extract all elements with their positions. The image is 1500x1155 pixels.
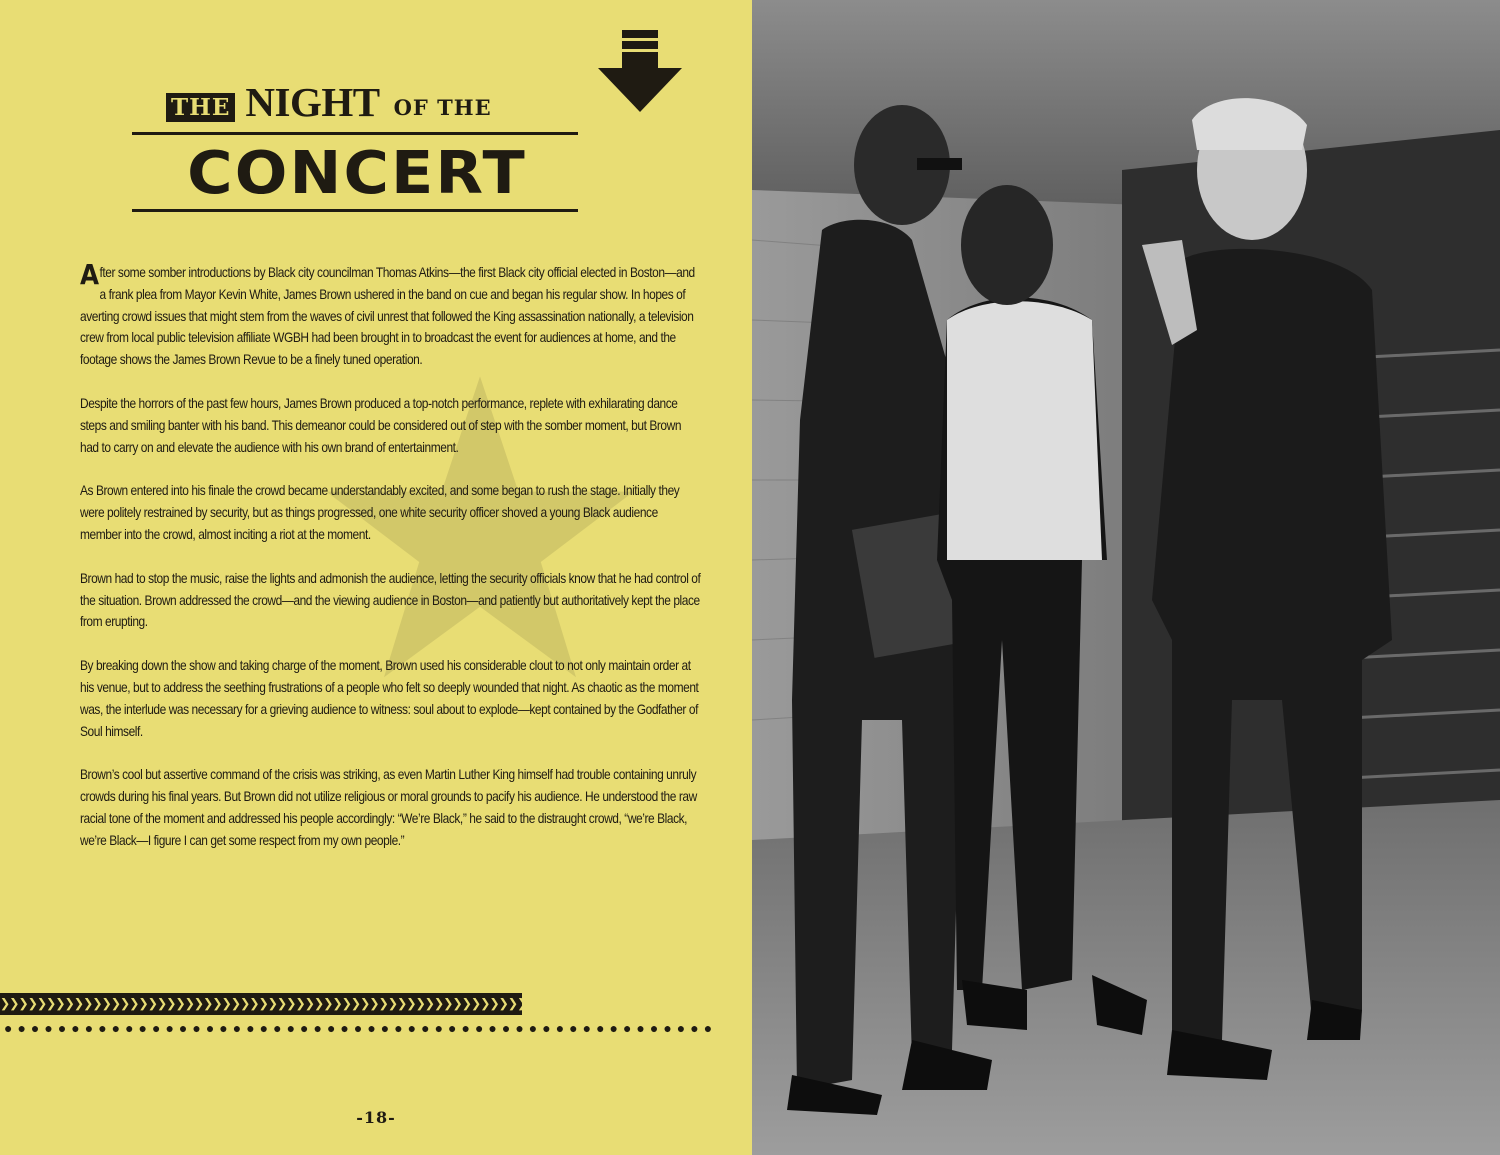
chevron-ornament: ❯❯❯❯❯❯❯❯❯❯❯❯❯❯❯❯❯❯❯❯❯❯❯❯❯❯❯❯❯❯❯❯❯❯❯❯❯❯❯❯❯❯❯❯❯❯❯❯❯❯❯❯❯❯❯❯❯❯❯❯ [0, 994, 555, 1014]
paragraph-4: Brown had to stop the music, raise the lights and admonish the audience, letting the security officials know that he had control of the situation. Brown addressed the crowd—and the viewing audience in Boston—and patiently but authoritatively kept the place from erupting. [80, 570, 701, 630]
page-title [132, 80, 582, 220]
title-word-of-the: OF THE [393, 95, 492, 120]
down-arrow-icon [598, 30, 682, 112]
article-body [80, 258, 701, 874]
title-word-concert: CONCERT [187, 138, 527, 207]
paragraph-5: By breaking down the show and taking charge of the moment, Brown used his considerable clout to not only maintain order at his venue, but to address the seething frustrations of a people who felt so deeply wounded that night. As chaotic as the moment was, the interlude was necessary for a grieving audience to witness: soul about to explode—kept contained by the Godfather of Soul himself. [80, 658, 699, 739]
drop-cap: A [80, 258, 99, 291]
paragraph-6: Brown’s cool but assertive command of the crisis was striking, as even Martin Luther King himself had trouble containing unruly crowds during his final years. But Brown did not utilize religious or moral grounds to pacify his audience. He understood the raw racial tone of the moment and addressed his people accordingly: “We’re Black,” he said to the distraught crowd, “we’re Black, we’re Black—I figure I can get some respect from my own people.” [80, 767, 697, 848]
page-number: -18- [356, 1108, 396, 1127]
paragraph-2: Despite the horrors of the past few hours, James Brown produced a top-notch performance, replete with exhilarating dance steps and smiling banter with his band. This demeanor could be considered out of step with the somber moment, but Brown had to carry on and elevate the audience with his own brand of entertainment. [80, 395, 682, 455]
title-word-night: NIGHT [245, 79, 380, 125]
paragraph-1 [80, 258, 700, 371]
title-top-row [166, 79, 492, 125]
photo-illustration [752, 0, 1500, 1155]
title-rule-bottom [132, 209, 578, 212]
photo [752, 0, 1500, 1155]
paragraph-1-text: fter some somber introductions by Black city councilman Thomas Atkins—the first Black city official elected in Boston—and a frank plea from Mayor Kevin White, James Brown ushered in the band on cue and began his regular show. In hopes of averting crowd issues that might stem from the waves of civil unrest that followed the King assassination nationally, a television crew from local public television affiliate WGBH had been brought in to broadcast the event for audiences at home, and the footage shows the James Brown Revue to be a finely tuned operation. [80, 265, 695, 368]
dot-ornament: ●●●●●●●●●●●●●●●●●●●●●●●●●●●●●●●●●●●●●●●●●●●●●●●●●●●●● [4, 1020, 718, 1036]
title-word-the: THE [166, 93, 235, 122]
title-rule-top [132, 132, 578, 135]
paragraph-3: As Brown entered into his finale the crowd became understandably excited, and some began to rush the stage. Initially they were politely restrained by security, but as things progressed, one white security officer shoved a young Black audience member into the crowd, almost inciting a riot at the moment. [80, 483, 680, 542]
